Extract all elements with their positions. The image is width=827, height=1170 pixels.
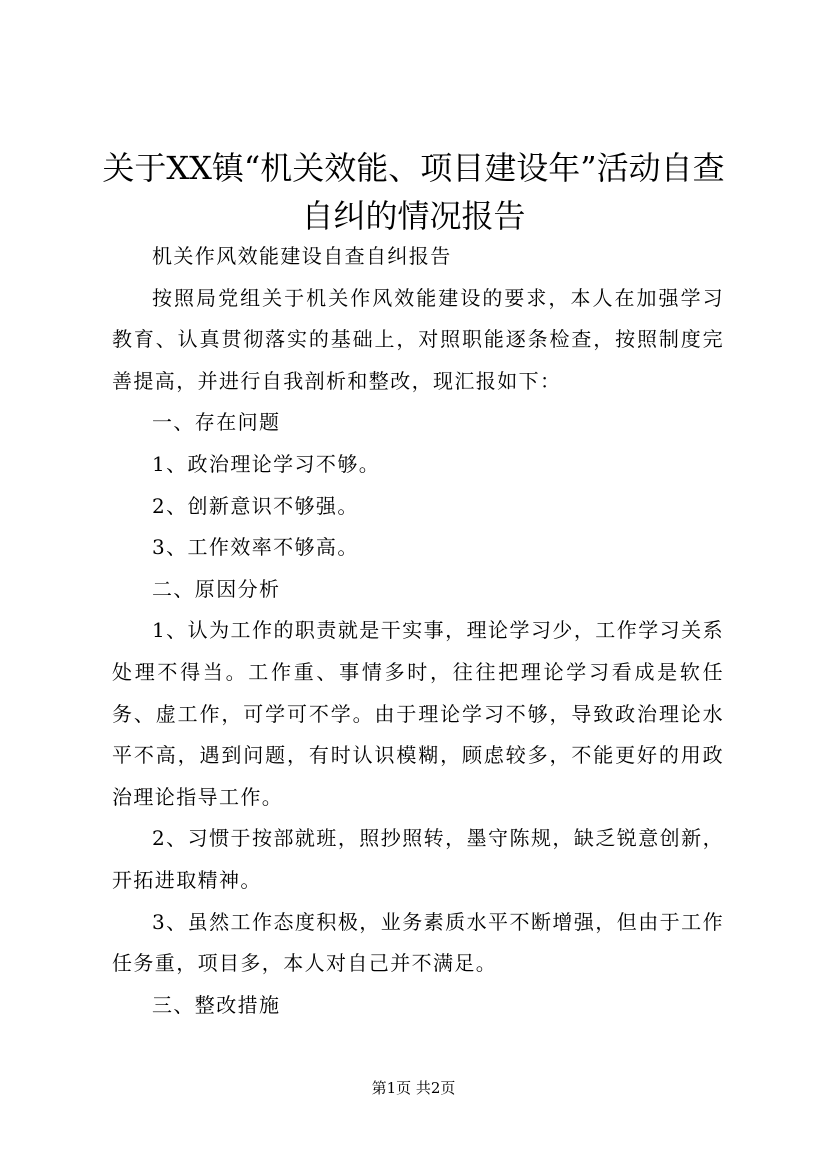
document-body — [112, 236, 724, 1026]
list-item-problem-1: 1、政治理论学习不够。 — [152, 451, 381, 476]
document-title: 关于XX镇“机关效能、项目建设年”活动自查自纠的情况报告 — [102, 149, 725, 235]
paragraph-subtitle: 机关作风效能建设自查自纠报告 — [152, 244, 452, 268]
list-item-problem-3: 3、工作效率不够高。 — [152, 535, 359, 560]
paragraph-cause-1: 1、认为工作的职责就是干实事，理论学习少，工作学习关系处理不得当。工作重、事情多时，往往把理论学习看成是软任务、虚工作，可学可不学。由于理论学习不够，导致政治理论水平不高，遇到问题，有时认识模糊，顾虑较多，不能更好的用政治理论指导工作。 — [112, 618, 724, 809]
section-heading-causes: 二、原因分析 — [152, 576, 281, 601]
paragraph-intro: 按照局党组关于机关作风效能建设的要求，本人在加强学习教育、认真贯彻落实的基础上，对照职能逐条检查，按照制度完善提高，并进行自我剖析和整改，现汇报如下： — [112, 285, 724, 393]
paragraph-cause-3: 3、虽然工作态度积极，业务素质水平不断增强，但由于工作任务重，项目多，本人对自己并不满足。 — [112, 909, 724, 976]
section-heading-measures: 三、整改措施 — [152, 992, 281, 1017]
section-heading-problems: 一、存在问题 — [152, 410, 281, 435]
page-number: 第1页 共2页 — [371, 1079, 456, 1097]
paragraph-cause-2: 2、习惯于按部就班，照抄照转，墨守陈规，缺乏锐意创新，开拓进取精神。 — [112, 826, 724, 892]
list-item-problem-2: 2、创新意识不够强。 — [152, 493, 359, 518]
